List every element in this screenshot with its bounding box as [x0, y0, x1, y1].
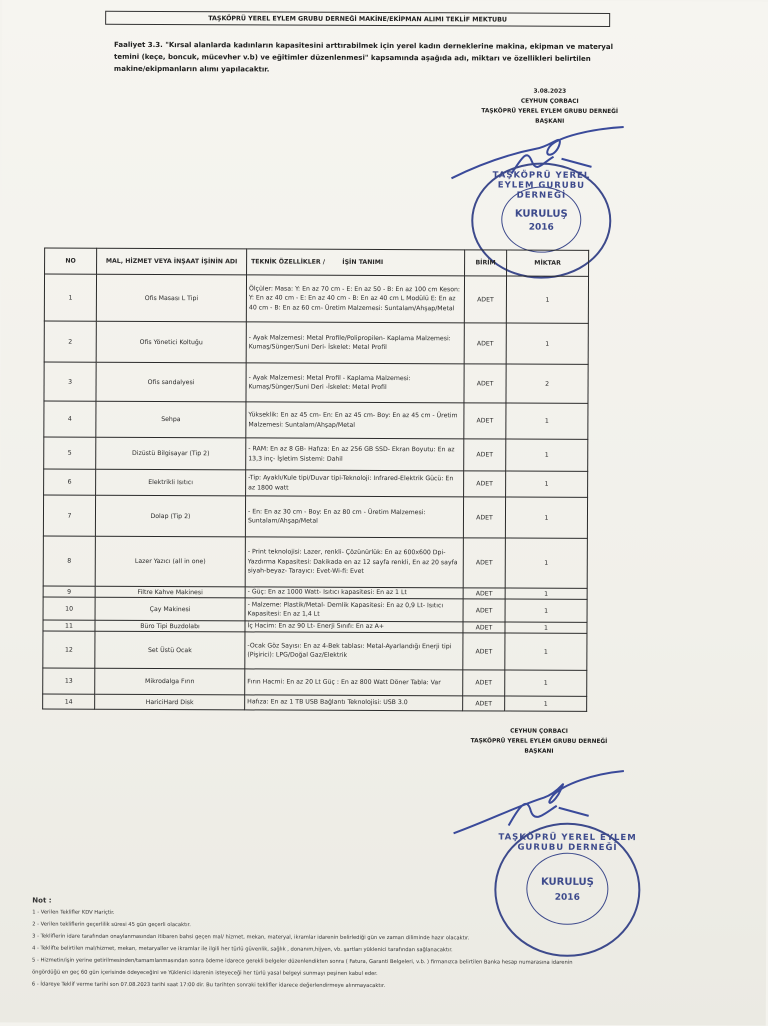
- document-title: TAŞKÖPRÜ YEREL EYLEM GRUBU DERNEĞİ MAKİNE/EKİPMAN ALIMI TEKLİF MEKTUBU: [105, 11, 610, 27]
- stamp-center-year: 2016: [528, 222, 554, 233]
- table-row: [43, 597, 587, 622]
- table-cell: 1: [506, 323, 588, 364]
- table-cell: Sehpa: [96, 401, 246, 438]
- table-cell: ADET: [464, 471, 506, 497]
- table-cell: Dolap (Tip 2): [95, 495, 245, 537]
- table-cell: Ölçüler: Masa: Y: En az 70 cm - E: En az 50 - B: En az 100 cm Keson: Y: En az 40 cm - E: En az 40 cm - B: En az 40 cm L Modülü E: En az 40 cm - B: En az 60 cm- Üretim Malzemesi: Suntalam/Ahşap/Metal: [246, 275, 464, 323]
- table-cell: Hafıza: En az 1 TB USB Bağlantı Teknolojisi: USB 3.0: [245, 695, 463, 711]
- col-header-unit: BİRİM: [465, 250, 507, 276]
- table-cell: - Ayak Malzemesi: Metal Profile/Polipropilen- Kaplama Malzemesi: Kumaş/Sünger/Suni Deri- İskelet: Metal Profil: [246, 322, 464, 364]
- table-cell: 1: [506, 471, 588, 497]
- note-item: 1 - Verilen Teklifler KDV Hariçtir.: [32, 909, 115, 916]
- table-cell: İç Hacim: En az 90 Lt- Enerji Sınıfı: En az A+: [245, 621, 463, 633]
- table-cell: Mikrodalga Fırın: [95, 668, 245, 695]
- table-cell: - Malzeme: Plastik/Metal- Demlik Kapasitesi: En az 0,9 Lt- Isıtıcı Kapasitesi: En az 1,4 Lt: [245, 598, 463, 622]
- table-cell: 4: [44, 401, 96, 437]
- note-item: 6 - İdareye Teklif verme tarihi son 07.08.2023 tarihi saat 17:00 dir. Bu tarihten sonraki teklifler idarece değerlendirmeye alınmayacaktır.: [31, 981, 386, 990]
- table-row: [44, 321, 588, 364]
- signatory-role: BAŞKANI: [524, 748, 554, 755]
- table-row: [44, 469, 588, 497]
- table-cell: ADET: [463, 696, 505, 711]
- table-cell: -Tip: Ayaklı/Kule tipi/Duvar tipi-Teknoloji: Infrared-Elektrik Gücü: En az 1800 watt: [246, 470, 464, 497]
- table-cell: 2: [44, 321, 96, 362]
- table-cell: 14: [43, 694, 95, 709]
- table-cell: - Güç: En az 1000 Watt- Isıtıcı kapasitesi: En az 1 Lt: [245, 587, 463, 599]
- note-item: 5 - Hizmetin/işin yerine getirilmesinden/tamamlanmasından sonra ödeme idarece gerekli belgeler düzenlendikten sonra ( Fatura, Garanti Belgeleri, v.b. ) firmanızca belirtilen Banka hesap numarasına idarenin öngördüğü en geç 60 gün içerisinde ödeyeceğini ve Yüklenici idarenin isteyeceği her türlü yasal belgeyi sunmayı peşinen kabul eder.: [31, 957, 573, 977]
- table-cell: 12: [43, 631, 95, 668]
- table-cell: 10: [43, 597, 95, 620]
- table-row: [44, 437, 588, 471]
- table-cell: ADET: [463, 670, 505, 696]
- signatory-org: TAŞKÖPRÜ YEREL EYLEM GRUBU DERNEĞİ: [481, 108, 619, 116]
- table-cell: 9: [43, 586, 95, 597]
- stamp-center-year: 2016: [554, 892, 580, 903]
- signatory-name: CEYHUN ÇORBACI: [510, 728, 568, 735]
- table-cell: 1: [505, 696, 587, 711]
- table-row: [43, 668, 587, 696]
- table-cell: ADET: [464, 364, 506, 403]
- table-cell: Set Üstü Ocak: [95, 631, 245, 669]
- table-cell: ADET: [463, 599, 505, 622]
- table-row: [43, 495, 587, 538]
- table-cell: ADET: [463, 588, 505, 599]
- table-cell: ADET: [463, 538, 505, 588]
- table-cell: -Ocak Göz Sayısı: En az 4-Bek tablası: Metal-Ayarlandığı Enerji tipi (Pişirici): LPG/Doğal Gaz/Elektrik: [245, 632, 463, 670]
- document-date: 3.08.2023: [533, 88, 567, 95]
- table-cell: ADET: [464, 323, 506, 364]
- stamp-center-title: KURULUŞ: [540, 876, 594, 888]
- col-header-specs: TEKNİK ÖZELLİKLER / İŞİN TANIMI: [247, 249, 465, 276]
- note-item: 4 - Teklifte belirtilen mal/hizmet, mekan, metaryaller ve ikramlar ile ilgili her türlü güvenlik, sağlık , donanım,hijyen, vb. şartları yüklenici tarafından sağlanacaktır.: [32, 945, 453, 954]
- table-cell: 2: [506, 364, 588, 403]
- table-cell: 1: [506, 439, 588, 471]
- col-header-item: MAL, HİZMET VEYA İNŞAAT İŞİNİN ADI: [97, 248, 247, 275]
- table-row: [44, 362, 588, 403]
- table-cell: ADET: [464, 403, 506, 439]
- signatory-bottom: [469, 726, 609, 757]
- table-cell: Filtre Kahve Makinesi: [95, 586, 245, 598]
- table-cell: ADET: [463, 497, 505, 538]
- table-cell: 13: [43, 668, 95, 694]
- table-cell: ADET: [463, 622, 505, 633]
- table-cell: Büro Tipi Buzdolabı: [95, 620, 245, 632]
- table-cell: 1: [505, 588, 587, 599]
- table-cell: 6: [44, 469, 96, 495]
- table-row: [44, 274, 588, 323]
- table-cell: Ofis Yönetici Koltuğu: [96, 321, 246, 363]
- table-cell: HariciHard Disk: [95, 694, 245, 710]
- table-cell: ADET: [463, 633, 505, 670]
- col-header-qty: MİKTAR: [507, 250, 589, 276]
- table-cell: 7: [43, 495, 95, 536]
- signatory-role: BAŞKANI: [535, 118, 565, 125]
- items-table: [42, 248, 589, 712]
- table-cell: 8: [43, 536, 95, 586]
- table-cell: 3: [44, 362, 96, 401]
- signatory-name: CEYHUN ÇORBACI: [520, 98, 579, 105]
- table-cell: 1: [505, 599, 587, 622]
- notes-section: [32, 894, 592, 992]
- table-row: [43, 694, 587, 711]
- table-cell: ADET: [464, 276, 506, 323]
- table-cell: 1: [505, 622, 587, 633]
- table-cell: - En: En az 30 cm - Boy: En az 80 cm - Üretim Malzemesi: Suntalam/Ahşap/Metal: [245, 496, 463, 538]
- table-cell: 1: [506, 403, 588, 439]
- signatory-org: TAŞKÖPRÜ YEREL EYLEM GRUBU DERNEĞİ: [470, 738, 608, 745]
- note-item: 3 - Tekliflerin idare tarafından onaylanmasından itibaren bahsi geçen mal/ hizmet, mekan, materyal, ikramlar idarenin belirlediği gün ve zaman diliminde hazır olacaktır.: [32, 933, 470, 942]
- table-row: [43, 536, 587, 588]
- table-cell: 1: [505, 497, 587, 538]
- table-cell: Dizüstü Bilgisayar (Tip 2): [96, 437, 246, 470]
- col-header-no: NO: [45, 248, 97, 274]
- intro-paragraph: Faaliyet 3.3. "Kırsal alanlarda kadınların kapasitesini arttırabilmek için yerel kadın derneklerine makina, ekipman ve materyal temini (keçe, boncuk, mücevher v.b) ve eğitimler düzenlenmesi" kapsamında aşağıda adı, miktarı ve özellikleri belirtilen makine/ekipmanların alımı yapılacaktır.: [113, 40, 614, 74]
- table-cell: Lazer Yazıcı (all in one): [95, 536, 245, 587]
- table-cell: Elektrikli Isıtıcı: [96, 469, 246, 496]
- table-cell: 1: [506, 276, 588, 323]
- table-row: [43, 631, 587, 670]
- table-cell: ADET: [464, 439, 506, 471]
- stamp-ring-text: TAŞKÖPRÜ YEREL EYLEM GURUBU DERNEĞİ: [498, 832, 637, 854]
- table-row: [44, 401, 588, 439]
- stamp-ring-text: TAŞKÖPRÜ YEREL EYLEM GURUBU DERNEĞİ: [492, 170, 591, 201]
- table-cell: - Ayak Malzemesi: Metal Profil - Kaplama Malzemesi: Kumaş/Sünger/Suni Deri -İskelet: Metal Profil: [246, 363, 464, 403]
- table-cell: 1: [505, 538, 587, 588]
- table-cell: Fırın Hacmi: En az 20 Lt Güç : En az 800 Watt Döner Tabla: Var: [245, 669, 463, 696]
- table-cell: Ofis sandalyesi: [96, 362, 246, 402]
- table-cell: - RAM: En az 8 GB- Hafıza: En az 256 GB SSD- Ekran Boyutu: En az 13,3 inç- İşletim Sistemi: Dahil: [246, 438, 464, 471]
- notes-title: Not :: [32, 896, 52, 905]
- table-cell: 5: [44, 437, 96, 469]
- table-cell: - Print teknolojisi: Lazer, renkli- Çözünürlük: En az 600x600 Dpi- Yazdırma Kapasitesi: Dakikada en az 12 sayfa renkli, En az 20 sayfa siyah-beyaz- Tarayıcı: Evet-Wi-fi: Evet: [245, 537, 463, 588]
- stamp-center-title: KURULUŞ: [514, 208, 568, 220]
- table-cell: 1: [505, 670, 587, 696]
- table-cell: Ofis Masası L Tipi: [96, 274, 246, 322]
- table-cell: 1: [44, 274, 96, 321]
- note-item: 2 - Verilen tekliflerin geçerlilik süresi 45 gün geçerli olacaktır.: [32, 921, 191, 929]
- table-cell: 11: [43, 620, 95, 631]
- table-cell: Çay Makinesi: [95, 597, 245, 621]
- table-cell: Yükseklik: En az 45 cm- En: En az 45 cm- Boy: En az 45 cm - Üretim Malzemesi: Suntalam/Ahşap/Metal: [246, 402, 464, 439]
- table-cell: 1: [505, 633, 587, 670]
